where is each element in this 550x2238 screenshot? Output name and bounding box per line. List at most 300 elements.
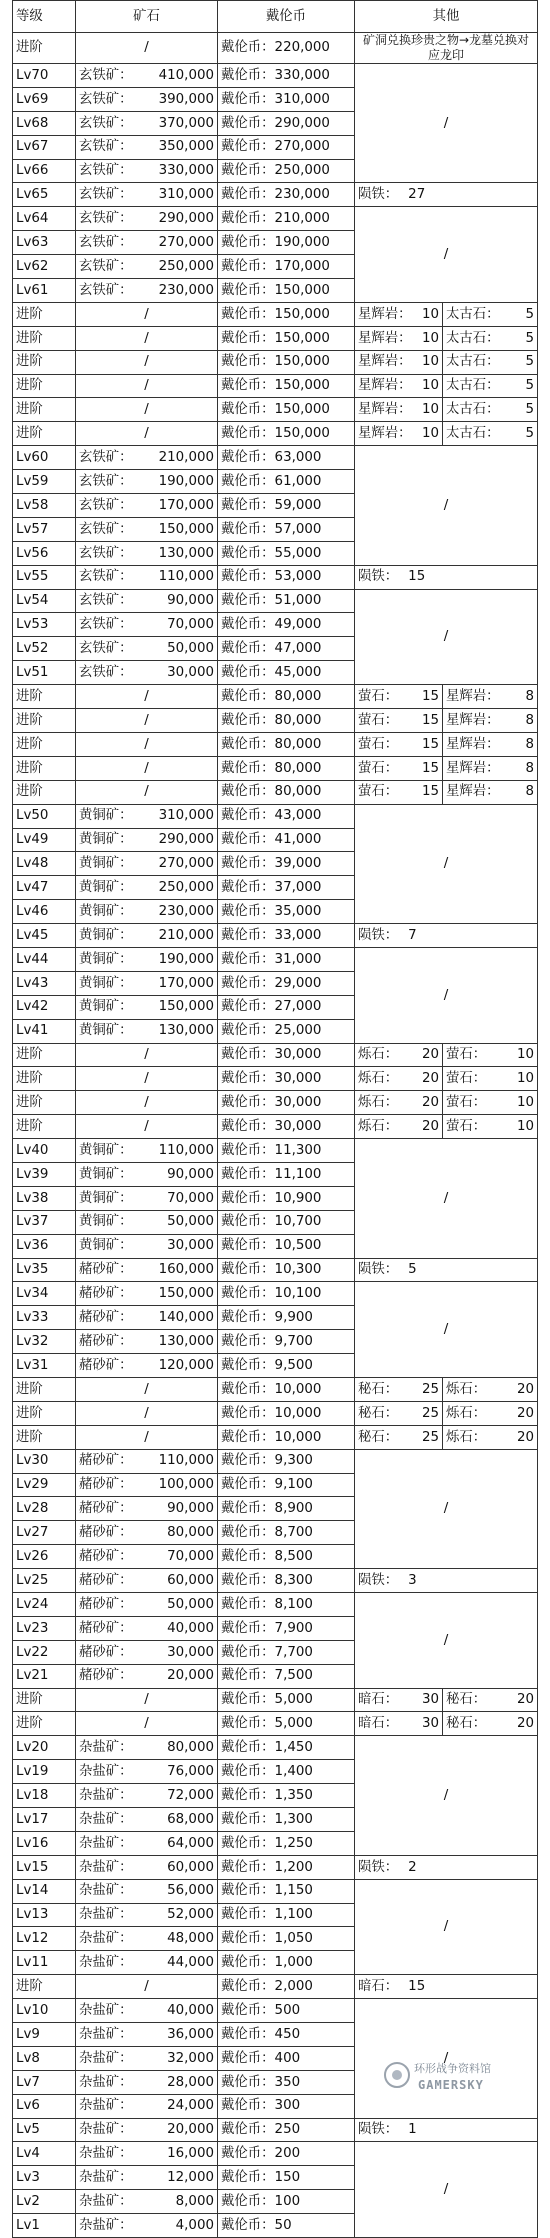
ore-cell [76, 947, 218, 971]
ore-name: 玄铁矿： [79, 91, 133, 107]
coin-cell: 戴伦币：8,300 [218, 1569, 355, 1593]
material-a-amount: 10 [421, 354, 439, 370]
ore-amount: 350,000 [158, 139, 214, 155]
level-cell: Lv34 [13, 1282, 76, 1306]
ore-amount: 12,000 [167, 2170, 214, 2186]
ore-amount: 310,000 [158, 808, 214, 824]
coin-cell: 戴伦币：11,300 [218, 1139, 355, 1163]
ore-cell [76, 1497, 218, 1521]
material-b-amount: 8 [525, 712, 534, 728]
material-amount: 27 [408, 187, 426, 203]
material-b-name: 太古石： [446, 330, 500, 346]
coin-cell: 戴伦币：80,000 [218, 732, 355, 756]
material-b-cell [443, 756, 538, 780]
coin-cell: 戴伦币：2,000 [218, 1975, 355, 1999]
table-row [13, 780, 538, 804]
material-b-name: 萤石： [446, 1071, 487, 1087]
ore-cell [76, 1354, 218, 1378]
coin-cell: 戴伦币：9,900 [218, 1306, 355, 1330]
ore-amount: 4,000 [175, 2217, 214, 2233]
material-a-name: 秘石： [358, 1429, 399, 1445]
level-cell: Lv40 [13, 1139, 76, 1163]
level-cell: 进阶 [13, 33, 76, 64]
ore-amount: 32,000 [167, 2050, 214, 2066]
level-cell: Lv38 [13, 1186, 76, 1210]
ore-name: 杂盐矿： [79, 1811, 133, 1827]
ore-cell: / [76, 422, 218, 446]
table-row [13, 1449, 538, 1473]
coin-cell: 戴伦币：9,100 [218, 1473, 355, 1497]
material-b-amount: 10 [516, 1071, 534, 1087]
coin-cell: 戴伦币：9,700 [218, 1330, 355, 1354]
level-cell: 进阶 [13, 1091, 76, 1115]
ore-cell [76, 1616, 218, 1640]
ore-name: 赭砂矿： [79, 1572, 133, 1588]
coin-cell: 戴伦币：35,000 [218, 900, 355, 924]
ore-cell: / [76, 1067, 218, 1091]
ore-name: 赭砂矿： [79, 1477, 133, 1493]
coin-cell: 戴伦币：10,000 [218, 1377, 355, 1401]
ore-amount: 190,000 [158, 951, 214, 967]
ore-amount: 70,000 [167, 1190, 214, 1206]
ore-name: 杂盐矿： [79, 1883, 133, 1899]
table-row [13, 350, 538, 374]
header-other: 其他 [355, 1, 538, 33]
coin-cell: 戴伦币：400 [218, 2046, 355, 2070]
material-a-amount: 10 [421, 306, 439, 322]
material-a-name: 萤石： [358, 688, 399, 704]
ore-amount: 8,000 [175, 2194, 214, 2209]
ore-cell [76, 1449, 218, 1473]
coin-cell: 戴伦币：1,100 [218, 1903, 355, 1927]
material-b-amount: 5 [525, 330, 534, 346]
ore-name: 玄铁矿： [79, 449, 133, 465]
ore-name: 黄铜矿： [79, 1214, 133, 1230]
ore-name: 赭砂矿： [79, 1644, 133, 1660]
coin-cell: 戴伦币：10,900 [218, 1186, 355, 1210]
material-a-cell [355, 732, 443, 756]
ore-amount: 140,000 [158, 1310, 214, 1326]
ore-amount: 48,000 [167, 1931, 214, 1947]
coin-cell: 戴伦币：47,000 [218, 637, 355, 661]
ore-amount: 36,000 [167, 2026, 214, 2042]
ore-cell [76, 87, 218, 111]
level-cell: Lv46 [13, 900, 76, 924]
ore-amount: 56,000 [167, 1883, 214, 1899]
other-note-cell: 矿洞兑换珍贵之物→龙墓兑换对应龙印 [355, 33, 538, 64]
coin-cell: 戴伦币：150,000 [218, 279, 355, 303]
level-cell: 进阶 [13, 732, 76, 756]
ore-name: 杂盐矿： [79, 2194, 133, 2209]
ore-cell [76, 446, 218, 470]
material-amount: 7 [408, 927, 417, 943]
material-b-amount: 20 [516, 1381, 534, 1397]
level-cell: Lv5 [13, 2118, 76, 2142]
material-a-amount: 15 [421, 736, 439, 752]
level-cell: Lv2 [13, 2190, 76, 2214]
watermark-text: 环形战争资料馆 [414, 2062, 491, 2075]
other-empty-cell: / [355, 589, 538, 685]
ore-cell [76, 1521, 218, 1545]
coin-cell: 戴伦币：57,000 [218, 517, 355, 541]
other-material-cell [355, 183, 538, 207]
coin-cell: 戴伦币：59,000 [218, 494, 355, 518]
ore-name: 杂盐矿： [79, 2098, 133, 2114]
coin-cell: 戴伦币：1,050 [218, 1927, 355, 1951]
ore-amount: 50,000 [167, 1596, 214, 1612]
ore-amount: 30,000 [167, 1644, 214, 1660]
level-cell: 进阶 [13, 1975, 76, 1999]
ore-amount: 60,000 [167, 1859, 214, 1875]
level-cell: 进阶 [13, 398, 76, 422]
material-b-cell [443, 685, 538, 709]
material-b-amount: 8 [525, 736, 534, 752]
material-a-name: 暗石： [358, 1716, 399, 1732]
level-cell: Lv50 [13, 804, 76, 828]
coin-cell: 戴伦币：9,300 [218, 1449, 355, 1473]
coin-cell: 戴伦币：31,000 [218, 947, 355, 971]
coin-cell: 戴伦币：150,000 [218, 374, 355, 398]
material-b-amount: 20 [516, 1692, 534, 1708]
level-cell: Lv60 [13, 446, 76, 470]
table-row [13, 924, 538, 948]
ore-cell: / [76, 33, 218, 64]
ore-name: 黄铜矿： [79, 856, 133, 872]
ore-amount: 100,000 [158, 1477, 214, 1493]
material-b-amount: 5 [525, 378, 534, 394]
ore-amount: 110,000 [158, 569, 214, 585]
ore-name: 黄铜矿： [79, 1166, 133, 1182]
ore-amount: 20,000 [167, 2122, 214, 2138]
level-cell: Lv67 [13, 135, 76, 159]
ore-name: 玄铁矿： [79, 473, 133, 489]
ore-amount: 230,000 [158, 282, 214, 298]
ore-cell [76, 2094, 218, 2118]
ore-cell [76, 1640, 218, 1664]
material-b-name: 星辉岩： [446, 736, 500, 752]
material-a-cell [355, 1115, 443, 1139]
ore-amount: 210,000 [158, 449, 214, 465]
level-cell: Lv66 [13, 159, 76, 183]
coin-cell: 戴伦币：310,000 [218, 87, 355, 111]
level-cell: Lv70 [13, 64, 76, 88]
other-empty-cell: / [355, 1139, 538, 1258]
coin-cell: 戴伦币：150,000 [218, 350, 355, 374]
coin-cell: 戴伦币：5,000 [218, 1688, 355, 1712]
material-a-cell [355, 1043, 443, 1067]
table-row [13, 804, 538, 828]
coin-cell: 戴伦币：80,000 [218, 709, 355, 733]
table-row [13, 1569, 538, 1593]
level-cell: 进阶 [13, 1401, 76, 1425]
ore-amount: 150,000 [158, 999, 214, 1015]
material-name: 陨铁： [358, 2122, 399, 2138]
table-row [13, 446, 538, 470]
material-a-cell [355, 1091, 443, 1115]
material-a-name: 星辉岩： [358, 306, 412, 322]
coin-cell: 戴伦币：30,000 [218, 1115, 355, 1139]
level-cell: Lv43 [13, 971, 76, 995]
ore-cell [76, 1210, 218, 1234]
material-a-amount: 30 [421, 1692, 439, 1708]
material-a-name: 烁石： [358, 1071, 399, 1087]
material-a-name: 暗石： [358, 1692, 399, 1708]
coin-cell: 戴伦币：350 [218, 2070, 355, 2094]
ore-name: 赭砂矿： [79, 1357, 133, 1373]
ore-name: 赭砂矿： [79, 1262, 133, 1278]
ore-cell [76, 661, 218, 685]
ore-amount: 30,000 [167, 665, 214, 680]
ore-name: 杂盐矿： [79, 2002, 133, 2018]
material-a-cell [355, 302, 443, 326]
level-cell: Lv32 [13, 1330, 76, 1354]
ore-cell: / [76, 1377, 218, 1401]
table-row [13, 207, 538, 231]
table-row [13, 1401, 538, 1425]
ore-name: 赭砂矿： [79, 1286, 133, 1302]
ore-cell [76, 995, 218, 1019]
ore-amount: 16,000 [167, 2146, 214, 2162]
coin-cell: 戴伦币：270,000 [218, 135, 355, 159]
coin-cell: 戴伦币：41,000 [218, 828, 355, 852]
coin-cell: 戴伦币：290,000 [218, 111, 355, 135]
ore-name: 黄铜矿： [79, 951, 133, 967]
material-name: 陨铁： [358, 1572, 399, 1588]
table-row [13, 756, 538, 780]
ore-cell [76, 279, 218, 303]
material-b-cell [443, 1712, 538, 1736]
table-row [13, 422, 538, 446]
ore-name: 赭砂矿： [79, 1668, 133, 1684]
ore-amount: 76,000 [167, 1763, 214, 1779]
material-a-amount: 20 [421, 1047, 439, 1063]
level-cell: 进阶 [13, 1067, 76, 1091]
material-b-cell [443, 1067, 538, 1091]
coin-cell: 戴伦币：250 [218, 2118, 355, 2142]
ore-cell: / [76, 1401, 218, 1425]
table-row [13, 1282, 538, 1306]
coin-cell: 戴伦币：9,500 [218, 1354, 355, 1378]
ore-name: 玄铁矿： [79, 115, 133, 131]
material-b-amount: 20 [516, 1429, 534, 1445]
material-a-amount: 15 [421, 688, 439, 704]
level-cell: Lv10 [13, 1999, 76, 2023]
level-cell: Lv8 [13, 2046, 76, 2070]
coin-cell: 戴伦币：150,000 [218, 302, 355, 326]
other-material-cell [355, 1855, 538, 1879]
ore-cell [76, 1473, 218, 1497]
level-cell: Lv64 [13, 207, 76, 231]
material-a-name: 烁石： [358, 1047, 399, 1063]
coin-cell: 戴伦币：330,000 [218, 64, 355, 88]
material-a-amount: 10 [421, 330, 439, 346]
material-a-name: 秘石： [358, 1405, 399, 1421]
ore-cell [76, 1162, 218, 1186]
ore-cell [76, 1330, 218, 1354]
level-cell: Lv65 [13, 183, 76, 207]
coin-cell: 戴伦币：500 [218, 1999, 355, 2023]
ore-amount: 170,000 [158, 497, 214, 513]
level-cell: Lv1 [13, 2214, 76, 2238]
ore-amount: 28,000 [167, 2074, 214, 2090]
material-a-cell [355, 756, 443, 780]
ore-name: 黄铜矿： [79, 1238, 133, 1254]
coin-cell: 戴伦币：10,300 [218, 1258, 355, 1282]
ore-name: 杂盐矿： [79, 1835, 133, 1851]
header-ore: 矿石 [76, 1, 218, 33]
material-a-name: 星辉岩： [358, 354, 412, 370]
material-b-name: 太古石： [446, 354, 500, 370]
ore-name: 杂盐矿： [79, 1907, 133, 1923]
ore-amount: 270,000 [158, 856, 214, 872]
coin-cell: 戴伦币：8,900 [218, 1497, 355, 1521]
ore-amount: 50,000 [167, 641, 214, 657]
ore-name: 玄铁矿： [79, 163, 133, 179]
material-a-amount: 20 [421, 1118, 439, 1134]
ore-name: 黄铜矿： [79, 975, 133, 991]
ore-name: 玄铁矿： [79, 187, 133, 203]
material-name: 陨铁： [358, 1859, 399, 1875]
coin-cell: 戴伦币：30,000 [218, 1043, 355, 1067]
ore-cell [76, 2142, 218, 2166]
ore-cell [76, 1999, 218, 2023]
ore-name: 玄铁矿： [79, 258, 133, 274]
level-cell: Lv3 [13, 2166, 76, 2190]
ore-cell [76, 1258, 218, 1282]
level-cell: Lv7 [13, 2070, 76, 2094]
coin-cell: 戴伦币：250,000 [218, 159, 355, 183]
ore-cell [76, 541, 218, 565]
table-row [13, 2118, 538, 2142]
ore-name: 黄铜矿： [79, 999, 133, 1015]
level-cell: Lv30 [13, 1449, 76, 1473]
ore-cell [76, 828, 218, 852]
coin-cell: 戴伦币：5,000 [218, 1712, 355, 1736]
ore-name: 赭砂矿： [79, 1525, 133, 1541]
ore-name: 赭砂矿： [79, 1548, 133, 1564]
coin-cell: 戴伦币：27,000 [218, 995, 355, 1019]
table-row [13, 1139, 538, 1163]
ore-cell [76, 1569, 218, 1593]
table-row [13, 1975, 538, 1999]
coin-cell: 戴伦币：10,000 [218, 1425, 355, 1449]
ore-amount: 24,000 [167, 2098, 214, 2114]
coin-cell: 戴伦币：8,700 [218, 1521, 355, 1545]
coin-cell: 戴伦币：10,100 [218, 1282, 355, 1306]
level-cell: Lv68 [13, 111, 76, 135]
ore-cell [76, 1855, 218, 1879]
material-a-name: 烁石： [358, 1095, 399, 1111]
other-empty-cell: / [355, 446, 538, 565]
level-cell: Lv6 [13, 2094, 76, 2118]
ore-cell [76, 1019, 218, 1043]
level-cell: Lv69 [13, 87, 76, 111]
material-b-cell [443, 1091, 538, 1115]
material-b-name: 星辉岩： [446, 688, 500, 704]
material-amount: 1 [408, 2122, 417, 2138]
coin-cell: 戴伦币：150,000 [218, 422, 355, 446]
ore-cell [76, 470, 218, 494]
other-empty-cell: / [355, 1282, 538, 1378]
ore-name: 黄铜矿： [79, 927, 133, 943]
ore-cell [76, 1951, 218, 1975]
coin-cell: 戴伦币：8,500 [218, 1545, 355, 1569]
ore-cell [76, 1831, 218, 1855]
coin-cell: 戴伦币：25,000 [218, 1019, 355, 1043]
material-name: 陨铁： [358, 1262, 399, 1278]
material-b-name: 萤石： [446, 1047, 487, 1063]
table-row [13, 33, 538, 64]
coin-cell: 戴伦币：29,000 [218, 971, 355, 995]
material-a-cell [355, 1067, 443, 1091]
other-empty-cell: / [355, 207, 538, 303]
material-a-amount: 15 [421, 784, 439, 800]
coin-cell: 戴伦币：63,000 [218, 446, 355, 470]
table-body [13, 33, 538, 2238]
coin-cell: 戴伦币：7,500 [218, 1664, 355, 1688]
ore-amount: 20,000 [167, 1668, 214, 1684]
ore-amount: 70,000 [167, 1548, 214, 1564]
ore-cell: / [76, 685, 218, 709]
material-amount: 5 [408, 1262, 417, 1278]
other-empty-cell: / [355, 1999, 538, 2118]
material-b-name: 太古石： [446, 378, 500, 394]
level-cell: Lv4 [13, 2142, 76, 2166]
table-row [13, 1736, 538, 1760]
level-cell: Lv42 [13, 995, 76, 1019]
ore-amount: 90,000 [167, 1501, 214, 1517]
ore-amount: 330,000 [158, 163, 214, 179]
ore-cell [76, 852, 218, 876]
material-amount: 15 [408, 569, 426, 585]
table-row [13, 1115, 538, 1139]
material-a-cell [355, 1401, 443, 1425]
material-b-cell [443, 1401, 538, 1425]
coin-cell: 戴伦币：150,000 [218, 398, 355, 422]
ore-amount: 160,000 [158, 1262, 214, 1278]
ore-cell [76, 1593, 218, 1617]
material-b-name: 烁石： [446, 1429, 487, 1445]
coin-cell: 戴伦币：10,500 [218, 1234, 355, 1258]
level-cell: Lv16 [13, 1831, 76, 1855]
material-a-amount: 10 [421, 378, 439, 394]
table-row [13, 1688, 538, 1712]
ore-cell [76, 1186, 218, 1210]
other-empty-cell: / [355, 1449, 538, 1568]
ore-name: 玄铁矿： [79, 545, 133, 561]
coin-cell: 戴伦币：45,000 [218, 661, 355, 685]
level-cell: 进阶 [13, 1712, 76, 1736]
ore-amount: 130,000 [158, 545, 214, 561]
ore-cell [76, 1784, 218, 1808]
level-cell: Lv33 [13, 1306, 76, 1330]
coin-cell: 戴伦币：80,000 [218, 756, 355, 780]
ore-amount: 210,000 [158, 927, 214, 943]
material-name: 暗石： [358, 1978, 399, 1994]
coin-cell: 戴伦币：230,000 [218, 183, 355, 207]
ore-amount: 290,000 [158, 832, 214, 848]
material-b-amount: 8 [525, 688, 534, 704]
material-a-amount: 20 [421, 1071, 439, 1087]
coin-cell: 戴伦币：7,900 [218, 1616, 355, 1640]
ore-cell [76, 2023, 218, 2047]
advancement-cost-table [12, 0, 538, 2238]
header-level: 等级 [13, 1, 76, 33]
material-b-amount: 8 [525, 760, 534, 776]
level-cell: Lv56 [13, 541, 76, 565]
coin-cell: 戴伦币：150,000 [218, 326, 355, 350]
coin-cell: 戴伦币：61,000 [218, 470, 355, 494]
